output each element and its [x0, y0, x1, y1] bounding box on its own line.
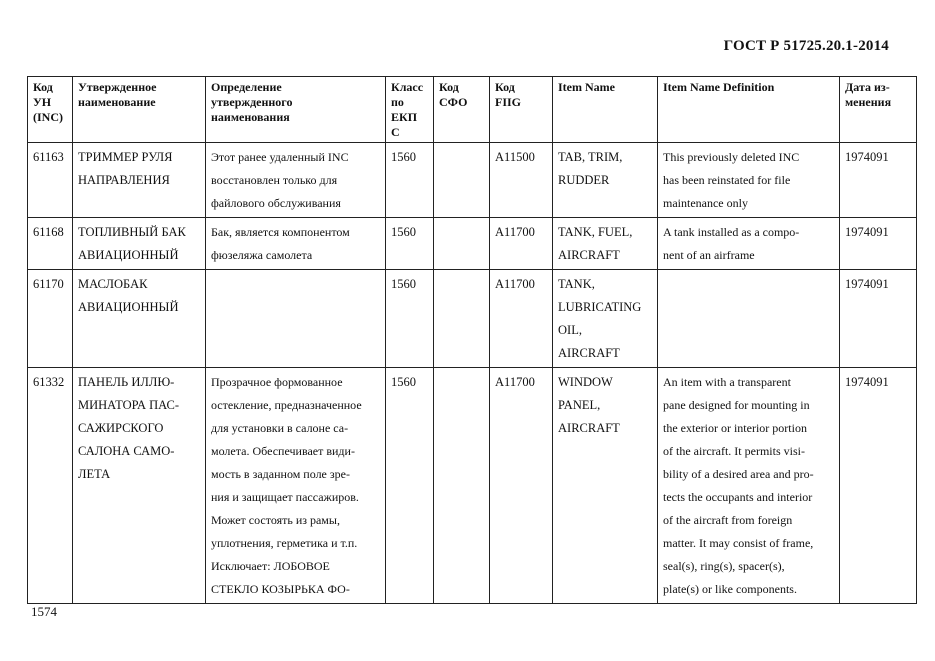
item-name-cell: TANK, FUEL, AIRCRAFT — [553, 218, 658, 270]
class-cell: 1560 — [386, 270, 434, 368]
class-cell: 1560 — [386, 218, 434, 270]
table-row — [28, 218, 917, 270]
fiig-cell: A11700 — [490, 368, 553, 604]
sfo-cell — [434, 368, 490, 604]
class-cell: 1560 — [386, 368, 434, 604]
item-definition-cell — [658, 270, 840, 368]
definition-cell: Бак, является компонентом фюзеляжа самолета — [206, 218, 386, 270]
inc-code-cell: 61163 — [28, 143, 73, 218]
classification-table — [27, 76, 917, 604]
table-row — [28, 368, 917, 604]
table-row — [28, 270, 917, 368]
sfo-cell — [434, 270, 490, 368]
fiig-cell: A11500 — [490, 143, 553, 218]
class-cell: 1560 — [386, 143, 434, 218]
item-name-cell: TANK, LUBRICATING OIL, AIRCRAFT — [553, 270, 658, 368]
date-cell: 1974091 — [840, 143, 917, 218]
header-change-date: Дата из- менения — [840, 77, 917, 143]
item-definition-cell: A tank installed as a compo- nent of an airframe — [658, 218, 840, 270]
header-item-name-definition: Item Name Definition — [658, 77, 840, 143]
item-name-cell: WINDOW PANEL, AIRCRAFT — [553, 368, 658, 604]
fiig-cell: A11700 — [490, 218, 553, 270]
header-name-definition: Определение утвержденного наименования — [206, 77, 386, 143]
table-row — [28, 143, 917, 218]
definition-cell: Этот ранее удаленный INC восстановлен только для файлового обслуживания — [206, 143, 386, 218]
definition-cell: Прозрачное формованное остекление, предназначенное для установки в салоне са- молета. Обеспечивает види- мость в заданном поле зре- ния и защищает пассажиров. Может состоять из рамы, уплотнения, герметика и т.п. Исключает: ЛОБОВОЕ СТЕКЛО КОЗЫРЬКА ФО- — [206, 368, 386, 604]
fiig-cell: A11700 — [490, 270, 553, 368]
item-definition-cell: This previously deleted INC has been reinstated for file maintenance only — [658, 143, 840, 218]
item-definition-cell: An item with a transparent pane designed for mounting in the exterior or interior portion of the aircraft. It permits visi- bility of a desired area and pro- tects the occupants and interior of the aircraft from foreign matter. It may consist of frame, seal(s), ring(s), spacer(s), plate(s) or like components. — [658, 368, 840, 604]
header-inc-code: Код УН (INC) — [28, 77, 73, 143]
date-cell: 1974091 — [840, 218, 917, 270]
header-approved-name: Утвержденное наименование — [73, 77, 206, 143]
page-number: 1574 — [31, 604, 57, 619]
definition-cell — [206, 270, 386, 368]
inc-code-cell: 61332 — [28, 368, 73, 604]
approved-name-cell: ПАНЕЛЬ ИЛЛЮ- МИНАТОРА ПАС- САЖИРСКОГО САЛОНА САМО- ЛЕТА — [73, 368, 206, 604]
sfo-cell — [434, 143, 490, 218]
date-cell: 1974091 — [840, 270, 917, 368]
approved-name-cell: ТРИММЕР РУЛЯ НАПРАВЛЕНИЯ — [73, 143, 206, 218]
header-item-name: Item Name — [553, 77, 658, 143]
inc-code-cell: 61170 — [28, 270, 73, 368]
item-name-cell: TAB, TRIM, RUDDER — [553, 143, 658, 218]
approved-name-cell: МАСЛОБАК АВИАЦИОННЫЙ — [73, 270, 206, 368]
document-header: ГОСТ Р 51725.20.1-2014 — [723, 38, 889, 54]
sfo-cell — [434, 218, 490, 270]
approved-name-cell: ТОПЛИВНЫЙ БАК АВИАЦИОННЫЙ — [73, 218, 206, 270]
header-ekps-class: Класс по ЕКП С — [386, 77, 434, 143]
inc-code-cell: 61168 — [28, 218, 73, 270]
table-header-row — [28, 77, 917, 143]
header-fiig-code: Код FIIG — [490, 77, 553, 143]
date-cell: 1974091 — [840, 368, 917, 604]
header-sfo-code: Код СФО — [434, 77, 490, 143]
